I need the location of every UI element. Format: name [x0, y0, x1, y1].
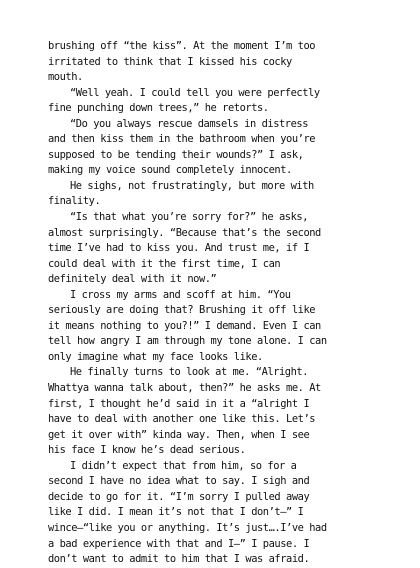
text-line: definitely deal with it now.”: [48, 273, 217, 286]
text-line: finality.: [48, 195, 101, 208]
text-line: seriously are doing that? Brushing it off like: [48, 304, 316, 317]
text-line: almost surprisingly. “Because that’s the second: [48, 226, 321, 239]
text-line: supposed to be tending their wounds?” I ask,: [48, 148, 304, 161]
text-line: “Do you always rescue damsels in distress: [70, 117, 309, 130]
text-line: don’t want to admit to him that I was afraid.: [48, 553, 310, 566]
text-line: brushing off “the kiss”. At the moment I’m too: [48, 40, 316, 52]
text-line: get it over with” kinda way. Then, when I see: [48, 428, 310, 441]
text-line: “Well yeah. I could tell you were perfectly: [70, 86, 320, 99]
text-line: mouth.: [48, 71, 83, 84]
text-line: tell how angry I am through my tone alone. I can: [48, 335, 327, 348]
text-line: making my voice sound completely innocent.: [48, 164, 292, 177]
text-line: second I have no idea what to say. I sigh and: [48, 475, 310, 488]
text-line: like I did. I mean it’s not that I don’t—” I: [48, 506, 304, 519]
text-line: I cross my arms and scoff at him. “You: [70, 288, 291, 301]
text-line: fine punching down trees,” he retorts.: [48, 102, 269, 115]
text-line: He finally turns to look at me. “Alright.: [70, 366, 309, 379]
text-line: a bad experience with that and I—” I pause. I: [48, 537, 310, 550]
text-line: Whattya wanna talk about, then?” he asks me. At: [48, 382, 321, 395]
text-line: I didn’t expect that from him, so for a: [70, 459, 297, 472]
text-line: He sighs, not frustratingly, but more with: [70, 179, 314, 192]
text-line: wince—“like you or anything. It’s just….I’ve had: [48, 521, 327, 534]
text-line: time I’ve had to kiss you. And trust me, if I: [48, 242, 310, 255]
text-line: and then kiss them in the bathroom when you’re: [48, 133, 316, 146]
text-line: irritated to think that I kissed his cocky: [48, 55, 292, 68]
text-line: only imagine what my face looks like.: [48, 350, 263, 363]
text-line: decide to go for it. “I’m sorry I pulled away: [48, 490, 310, 503]
text-line: have to deal with another one like this. Let’s: [48, 413, 316, 426]
text-line: his face I know he’s dead serious.: [48, 444, 246, 457]
text-line: first, I thought he’d said in it a “alright I: [48, 397, 310, 410]
text-line: it means nothing to you?!” I demand. Even I can: [48, 319, 321, 332]
page-body-text: [48, 39, 400, 568]
text-line: “Is that what you’re sorry for?” he asks,: [70, 211, 309, 224]
text-line: could deal with it the first time, I can: [48, 257, 281, 270]
